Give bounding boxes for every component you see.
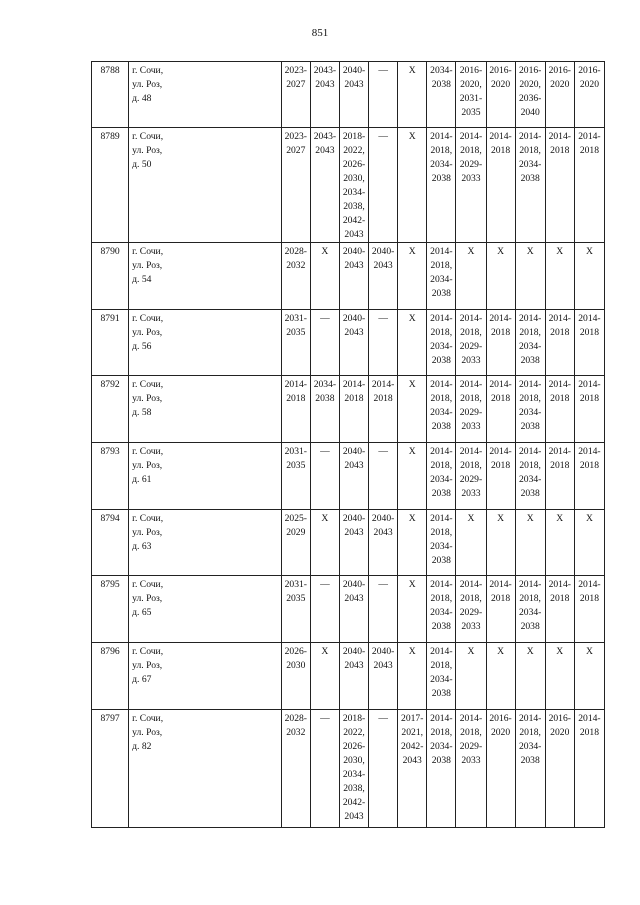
row-number: 8797 bbox=[92, 710, 129, 828]
period-cell: 2031- 2035 bbox=[281, 443, 310, 510]
row-number: 8789 bbox=[92, 128, 129, 243]
period-cell: — bbox=[369, 576, 398, 643]
period-cell: 2026- 2030 bbox=[281, 643, 310, 710]
period-cell: 2014- 2018, 2034- 2038 bbox=[427, 376, 456, 443]
row-number: 8795 bbox=[92, 576, 129, 643]
period-cell: X bbox=[398, 443, 427, 510]
period-cell: 2014- 2018 bbox=[339, 376, 368, 443]
period-cell: X bbox=[310, 243, 339, 310]
period-cell: X bbox=[310, 643, 339, 710]
address-cell: г. Сочи, ул. Роз, д. 54 bbox=[129, 243, 282, 310]
period-cell: X bbox=[310, 510, 339, 576]
period-cell: 2031- 2035 bbox=[281, 310, 310, 376]
address-cell: г. Сочи, ул. Роз, д. 50 bbox=[129, 128, 282, 243]
period-cell: 2014- 2018, 2034- 2038 bbox=[427, 643, 456, 710]
address-cell: г. Сочи, ул. Роз, д. 56 bbox=[129, 310, 282, 376]
period-cell: 2014- 2018, 2034- 2038 bbox=[515, 710, 545, 828]
period-cell: X bbox=[398, 643, 427, 710]
row-number: 8793 bbox=[92, 443, 129, 510]
period-cell: 2014- 2018, 2034- 2038 bbox=[515, 576, 545, 643]
table-row bbox=[92, 710, 605, 828]
period-cell: 2016- 2020, 2031- 2035 bbox=[456, 62, 486, 128]
row-number: 8796 bbox=[92, 643, 129, 710]
period-cell: 2014- 2018 bbox=[545, 310, 574, 376]
period-cell: 2016- 2020 bbox=[574, 62, 604, 128]
period-cell: X bbox=[574, 510, 604, 576]
period-cell: 2014- 2018, 2034- 2038 bbox=[515, 310, 545, 376]
period-cell: X bbox=[486, 643, 515, 710]
period-cell: X bbox=[486, 510, 515, 576]
period-cell: 2014- 2018 bbox=[545, 443, 574, 510]
period-cell: 2028- 2032 bbox=[281, 243, 310, 310]
period-cell: 2014- 2018 bbox=[281, 376, 310, 443]
period-cell: 2043- 2043 bbox=[310, 128, 339, 243]
period-cell: — bbox=[369, 310, 398, 376]
period-cell: — bbox=[310, 576, 339, 643]
period-cell: X bbox=[398, 310, 427, 376]
row-number: 8790 bbox=[92, 243, 129, 310]
period-cell: X bbox=[545, 643, 574, 710]
period-cell: 2014- 2018 bbox=[486, 310, 515, 376]
address-cell: г. Сочи, ул. Роз, д. 65 bbox=[129, 576, 282, 643]
period-cell: — bbox=[310, 443, 339, 510]
period-cell: 2014- 2018, 2034- 2038 bbox=[427, 510, 456, 576]
address-cell: г. Сочи, ул. Роз, д. 63 bbox=[129, 510, 282, 576]
period-cell: 2014- 2018, 2034- 2038 bbox=[427, 710, 456, 828]
period-cell: 2025- 2029 bbox=[281, 510, 310, 576]
period-cell: 2014- 2018 bbox=[545, 576, 574, 643]
period-cell: 2018- 2022, 2026- 2030, 2034- 2038, 2042- 2043 bbox=[339, 710, 368, 828]
period-cell: X bbox=[515, 510, 545, 576]
period-cell: 2014- 2018, 2029- 2033 bbox=[456, 128, 486, 243]
period-cell: 2016- 2020 bbox=[545, 62, 574, 128]
period-cell: 2014- 2018 bbox=[574, 710, 604, 828]
period-cell: — bbox=[310, 310, 339, 376]
table-row bbox=[92, 510, 605, 576]
row-number: 8794 bbox=[92, 510, 129, 576]
period-cell: — bbox=[369, 62, 398, 128]
period-cell: 2040- 2043 bbox=[339, 310, 368, 376]
period-cell: 2018- 2022, 2026- 2030, 2034- 2038, 2042- 2043 bbox=[339, 128, 368, 243]
period-cell: X bbox=[398, 510, 427, 576]
period-cell: 2017- 2021, 2042- 2043 bbox=[398, 710, 427, 828]
period-cell: 2014- 2018 bbox=[574, 443, 604, 510]
period-cell: 2014- 2018 bbox=[486, 128, 515, 243]
period-cell: 2040- 2043 bbox=[339, 443, 368, 510]
period-cell: 2016- 2020, 2036- 2040 bbox=[515, 62, 545, 128]
address-cell: г. Сочи, ул. Роз, д. 67 bbox=[129, 643, 282, 710]
period-cell: 2014- 2018, 2029- 2033 bbox=[456, 576, 486, 643]
period-cell: 2014- 2018 bbox=[574, 376, 604, 443]
period-cell: 2014- 2018, 2029- 2033 bbox=[456, 443, 486, 510]
period-cell: X bbox=[545, 243, 574, 310]
address-cell: г. Сочи, ул. Роз, д. 82 bbox=[129, 710, 282, 828]
period-cell: 2043- 2043 bbox=[310, 62, 339, 128]
period-cell: 2016- 2020 bbox=[486, 710, 515, 828]
row-number: 8788 bbox=[92, 62, 129, 128]
period-cell: 2014- 2018, 2034- 2038 bbox=[427, 310, 456, 376]
table-row bbox=[92, 62, 605, 128]
period-cell: 2040- 2043 bbox=[339, 576, 368, 643]
address-cell: г. Сочи, ул. Роз, д. 61 bbox=[129, 443, 282, 510]
period-cell: 2034- 2038 bbox=[310, 376, 339, 443]
period-cell: 2014- 2018 bbox=[486, 576, 515, 643]
period-cell: 2040- 2043 bbox=[339, 243, 368, 310]
period-cell: 2016- 2020 bbox=[486, 62, 515, 128]
period-cell: 2040- 2043 bbox=[339, 62, 368, 128]
period-cell: 2014- 2018, 2029- 2033 bbox=[456, 310, 486, 376]
period-cell: 2028- 2032 bbox=[281, 710, 310, 828]
period-cell: 2014- 2018, 2034- 2038 bbox=[427, 243, 456, 310]
period-cell: 2040- 2043 bbox=[369, 243, 398, 310]
period-cell: X bbox=[574, 243, 604, 310]
period-cell: 2040- 2043 bbox=[369, 643, 398, 710]
table-row bbox=[92, 576, 605, 643]
period-cell: 2014- 2018 bbox=[545, 128, 574, 243]
table-row bbox=[92, 243, 605, 310]
data-table bbox=[91, 61, 605, 828]
period-cell: 2034- 2038 bbox=[427, 62, 456, 128]
period-cell: 2014- 2018, 2034- 2038 bbox=[515, 376, 545, 443]
period-cell: 2040- 2043 bbox=[339, 510, 368, 576]
period-cell: 2014- 2018, 2029- 2033 bbox=[456, 376, 486, 443]
table-body bbox=[92, 62, 605, 828]
period-cell: X bbox=[545, 510, 574, 576]
period-cell: 2014- 2018, 2034- 2038 bbox=[427, 443, 456, 510]
period-cell: X bbox=[456, 510, 486, 576]
period-cell: X bbox=[486, 243, 515, 310]
table-row bbox=[92, 376, 605, 443]
period-cell: 2014- 2018, 2034- 2038 bbox=[427, 128, 456, 243]
period-cell: 2014- 2018, 2034- 2038 bbox=[515, 443, 545, 510]
period-cell: — bbox=[369, 710, 398, 828]
table-row bbox=[92, 128, 605, 243]
period-cell: X bbox=[398, 243, 427, 310]
row-number: 8791 bbox=[92, 310, 129, 376]
period-cell: 2023- 2027 bbox=[281, 62, 310, 128]
period-cell: 2014- 2018, 2034- 2038 bbox=[427, 576, 456, 643]
period-cell: X bbox=[398, 128, 427, 243]
period-cell: X bbox=[515, 243, 545, 310]
period-cell: — bbox=[369, 128, 398, 243]
table-row bbox=[92, 643, 605, 710]
period-cell: X bbox=[574, 643, 604, 710]
period-cell: 2031- 2035 bbox=[281, 576, 310, 643]
period-cell: 2014- 2018, 2029- 2033 bbox=[456, 710, 486, 828]
period-cell: X bbox=[398, 62, 427, 128]
period-cell: — bbox=[369, 443, 398, 510]
period-cell: X bbox=[456, 643, 486, 710]
period-cell: 2023- 2027 bbox=[281, 128, 310, 243]
period-cell: 2040- 2043 bbox=[369, 510, 398, 576]
period-cell: X bbox=[456, 243, 486, 310]
period-cell: X bbox=[515, 643, 545, 710]
period-cell: 2014- 2018 bbox=[574, 310, 604, 376]
period-cell: 2014- 2018 bbox=[486, 376, 515, 443]
period-cell: 2016- 2020 bbox=[545, 710, 574, 828]
row-number: 8792 bbox=[92, 376, 129, 443]
period-cell: 2014- 2018, 2034- 2038 bbox=[515, 128, 545, 243]
address-cell: г. Сочи, ул. Роз, д. 58 bbox=[129, 376, 282, 443]
period-cell: 2014- 2018 bbox=[369, 376, 398, 443]
table-row bbox=[92, 443, 605, 510]
period-cell: X bbox=[398, 576, 427, 643]
period-cell: 2014- 2018 bbox=[486, 443, 515, 510]
page-number: 851 bbox=[311, 27, 329, 39]
address-cell: г. Сочи, ул. Роз, д. 48 bbox=[129, 62, 282, 128]
period-cell: 2014- 2018 bbox=[574, 576, 604, 643]
period-cell: X bbox=[398, 376, 427, 443]
period-cell: 2014- 2018 bbox=[574, 128, 604, 243]
period-cell: — bbox=[310, 710, 339, 828]
table-row bbox=[92, 310, 605, 376]
period-cell: 2014- 2018 bbox=[545, 376, 574, 443]
period-cell: 2040- 2043 bbox=[339, 643, 368, 710]
